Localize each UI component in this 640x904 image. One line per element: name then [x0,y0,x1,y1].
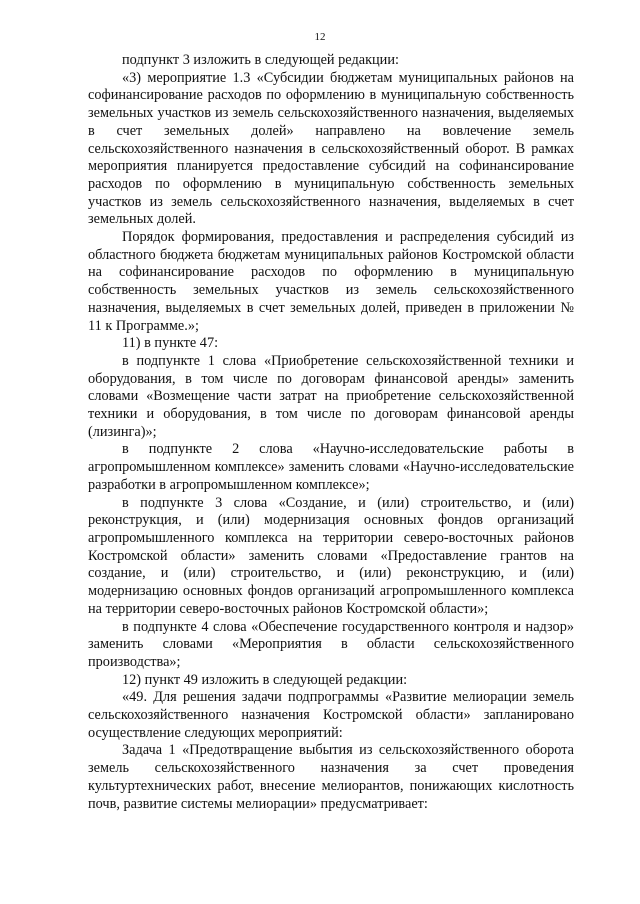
paragraph-subitem-1: в подпункте 1 слова «Приобретение сельскохозяйственной техники и оборудования, в том числе по договорам финансовой аренды» заменить словами «Возмещение части затрат на приобретение сельскохозяйственной техники и оборудования, в том числе по договорам финансовой аренды (лизинга)»; [88,352,574,440]
paragraph-subsidy-procedure: Порядок формирования, предоставления и распределения субсидий из областного бюджета бюджетам муниципальных районов Костромской области на софинансирование расходов по оформлению в муниципальную собственность земельных участков из земель сельскохозяйственного назначения, выделяемых в счет земельных долей, приведен в приложении № 11 к Программе.»; [88,229,574,334]
paragraph-task-1: Задача 1 «Предотвращение выбытия из сельскохозяйственного оборота земель сельскохозяйственного назначения за счет проведения культуртехнических работ, внесение мелиорантов, понижающих кислотность почв, развитие системы мелиорации» предусматривает: [88,742,574,812]
paragraph-item-12: 12) пункт 49 изложить в следующей редакции: [122,671,408,688]
page-number: 12 [314,31,326,43]
paragraph-subitem-3: в подпункте 3 слова «Создание, и (или) строительство, и (или) реконструкция, и (или) модернизация основных фондов организаций агропромышленного комплекса на территории северо-восточных районов Костромской области» заменить словами «Предоставление грантов на создание, и (или) строительство, и (или) реконструкцию, и (или) модернизацию основных фондов организаций агропромышленного комплекса на территории северо-восточных районов Костромской области»; [88,494,574,617]
paragraph-item-11: 11) в пункте 47: [122,335,219,352]
document-body [88,52,574,813]
paragraph-measure-1-3: «3) мероприятие 1.3 «Субсидии бюджетам муниципальных районов на софинансирование расходов по оформлению в муниципальную собственность земельных участков из земель сельскохозяйственного назначения, выделяемых в счет земельных долей» направлено на вовлечение земель сельскохозяйственного назначения в сельскохозяйственный оборот. В рамках мероприятия планируется предоставление субсидий на софинансирование расходов по оформлению в муниципальную собственность земельных участков из земель сельскохозяйственного назначения, выделяемых в счет земельных долей. [88,69,574,228]
paragraph-subitem-2: в подпункте 2 слова «Научно-исследовательские работы в агропромышленном комплексе» заменить словами «Научно-исследовательские разработки в агропромышленном комплексе»; [88,441,574,493]
paragraph-subitem-3-intro: подпункт 3 изложить в следующей редакции: [122,52,399,68]
paragraph-subitem-4: в подпункте 4 слова «Обеспечение государственного контроля и надзор» заменить словами «Мероприятия в области сельскохозяйственного производства»; [88,618,574,670]
paragraph-point-49: «49. Для решения задачи подпрограммы «Развитие мелиорации земель сельскохозяйственного назначения Костромской области» запланировано осуществление следующих мероприятий: [88,689,574,741]
